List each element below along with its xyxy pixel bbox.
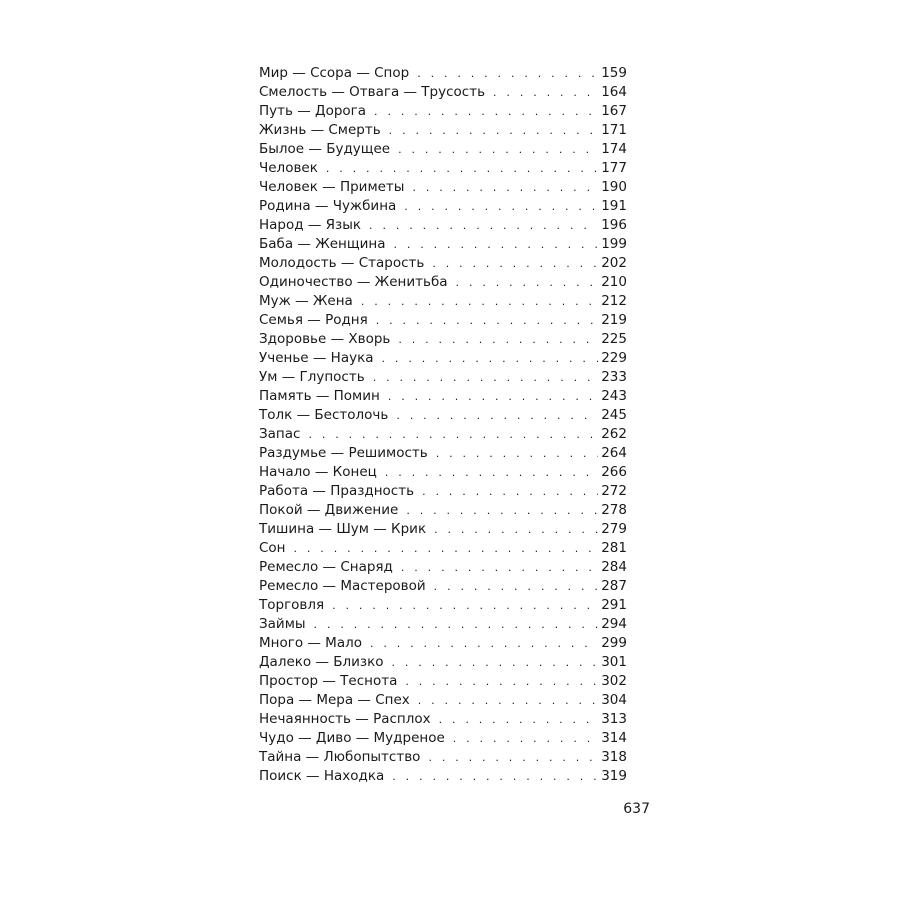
dot-leader bbox=[294, 539, 599, 558]
dot-leader bbox=[434, 577, 599, 596]
toc-entry-title: Начало — Конец bbox=[259, 464, 377, 480]
toc-entry bbox=[259, 216, 627, 235]
toc-entry-page: 212 bbox=[601, 293, 627, 309]
dot-leader bbox=[374, 102, 598, 121]
toc-entry-title: Родина — Чужбина bbox=[259, 198, 397, 214]
toc-entry-page: 167 bbox=[601, 103, 627, 119]
toc-entry-page: 262 bbox=[601, 426, 627, 442]
toc-entry-page: 319 bbox=[601, 768, 627, 784]
dot-leader bbox=[369, 216, 598, 235]
toc-entry-page: 243 bbox=[601, 388, 627, 404]
dot-leader bbox=[405, 672, 598, 691]
toc-entry-title: Далеко — Близко bbox=[259, 654, 384, 670]
dot-leader bbox=[389, 121, 599, 140]
toc-entry-title: Народ — Язык bbox=[259, 217, 362, 233]
dot-leader bbox=[434, 520, 598, 539]
toc-entry-page: 314 bbox=[601, 730, 627, 746]
dot-leader bbox=[385, 463, 598, 482]
toc-entry-title: Тайна — Любопытство bbox=[259, 749, 421, 765]
toc-entry-page: 245 bbox=[601, 407, 627, 423]
toc-entry-page: 266 bbox=[601, 464, 627, 480]
toc-entry bbox=[259, 463, 627, 482]
toc-entry-page: 301 bbox=[601, 654, 627, 670]
toc-entry-page: 210 bbox=[601, 274, 627, 290]
toc-entry-title: Поиск — Находка bbox=[259, 768, 385, 784]
dot-leader bbox=[314, 615, 599, 634]
toc-entry bbox=[259, 121, 627, 140]
toc-entry-page: 278 bbox=[601, 502, 627, 518]
dot-leader bbox=[332, 596, 598, 615]
toc-entry bbox=[259, 64, 627, 83]
toc-entry-page: 284 bbox=[601, 559, 627, 575]
table-of-contents bbox=[259, 64, 627, 786]
dot-leader bbox=[393, 235, 598, 254]
toc-entry-title: Толк — Бестолочь bbox=[259, 407, 389, 423]
toc-entry-page: 318 bbox=[601, 749, 627, 765]
toc-entry bbox=[259, 501, 627, 520]
toc-entry bbox=[259, 710, 627, 729]
dot-leader bbox=[439, 710, 599, 729]
toc-entry bbox=[259, 368, 627, 387]
toc-entry bbox=[259, 83, 627, 102]
toc-entry-title: Мир — Ссора — Спор bbox=[259, 65, 410, 81]
toc-entry bbox=[259, 767, 627, 786]
toc-entry bbox=[259, 349, 627, 368]
dot-leader bbox=[404, 197, 598, 216]
toc-entry-page: 229 bbox=[601, 350, 627, 366]
toc-entry-title: Память — Помин bbox=[259, 388, 380, 404]
toc-entry-page: 171 bbox=[601, 122, 627, 138]
toc-entry-title: Молодость — Старость bbox=[259, 255, 425, 271]
toc-entry-title: Тишина — Шум — Крик bbox=[259, 521, 427, 537]
toc-entry bbox=[259, 330, 627, 349]
dot-leader bbox=[326, 159, 598, 178]
dot-leader bbox=[370, 634, 598, 653]
toc-entry bbox=[259, 520, 627, 539]
toc-entry bbox=[259, 197, 627, 216]
toc-entry bbox=[259, 577, 627, 596]
dot-leader bbox=[398, 330, 598, 349]
toc-entry bbox=[259, 254, 627, 273]
dot-leader bbox=[493, 83, 598, 102]
dot-leader bbox=[417, 64, 598, 83]
toc-entry-title: Работа — Праздность bbox=[259, 483, 415, 499]
toc-entry bbox=[259, 482, 627, 501]
toc-entry bbox=[259, 273, 627, 292]
dot-leader bbox=[453, 729, 598, 748]
toc-entry-page: 196 bbox=[601, 217, 627, 233]
toc-entry-title: Покой — Движение bbox=[259, 502, 399, 518]
toc-entry-page: 164 bbox=[601, 84, 627, 100]
toc-entry bbox=[259, 634, 627, 653]
toc-entry-page: 291 bbox=[601, 597, 627, 613]
dot-leader bbox=[412, 178, 598, 197]
dot-leader bbox=[361, 292, 598, 311]
toc-entry bbox=[259, 539, 627, 558]
dot-leader bbox=[432, 254, 598, 273]
toc-entry-title: Ремесло — Снаряд bbox=[259, 559, 393, 575]
dot-leader bbox=[392, 653, 599, 672]
toc-entry-title: Простор — Теснота bbox=[259, 673, 398, 689]
toc-entry-page: 174 bbox=[601, 141, 627, 157]
dot-leader bbox=[418, 691, 598, 710]
toc-entry-title: Человек bbox=[259, 160, 318, 176]
dot-leader bbox=[376, 311, 598, 330]
toc-entry-title: Былое — Будущее bbox=[259, 141, 391, 157]
toc-entry-page: 313 bbox=[601, 711, 627, 727]
toc-entry-title: Человек — Приметы bbox=[259, 179, 405, 195]
dot-leader bbox=[436, 444, 599, 463]
toc-entry bbox=[259, 425, 627, 444]
toc-entry bbox=[259, 729, 627, 748]
dot-leader bbox=[401, 558, 598, 577]
toc-entry-page: 190 bbox=[601, 179, 627, 195]
toc-entry-page: 272 bbox=[601, 483, 627, 499]
toc-entry-page: 304 bbox=[601, 692, 627, 708]
toc-entry bbox=[259, 311, 627, 330]
dot-leader bbox=[406, 501, 598, 520]
toc-entry-page: 159 bbox=[601, 65, 627, 81]
toc-entry bbox=[259, 444, 627, 463]
toc-entry-title: Одиночество — Женитьба bbox=[259, 274, 448, 290]
toc-entry-title: Ремесло — Мастеровой bbox=[259, 578, 426, 594]
toc-entry-page: 299 bbox=[601, 635, 627, 651]
toc-entry bbox=[259, 558, 627, 577]
toc-entry bbox=[259, 596, 627, 615]
dot-leader bbox=[388, 387, 598, 406]
toc-entry bbox=[259, 672, 627, 691]
toc-entry-title: Чудо — Диво — Мудреное bbox=[259, 730, 445, 746]
dot-leader bbox=[382, 349, 599, 368]
toc-entry-page: 302 bbox=[601, 673, 627, 689]
toc-entry-page: 219 bbox=[601, 312, 627, 328]
toc-entry-page: 264 bbox=[601, 445, 627, 461]
toc-entry-page: 294 bbox=[601, 616, 627, 632]
toc-entry-title: Торговля bbox=[259, 597, 325, 613]
toc-entry-page: 233 bbox=[601, 369, 627, 385]
toc-entry bbox=[259, 140, 627, 159]
dot-leader bbox=[428, 748, 598, 767]
toc-entry-title: Сон bbox=[259, 540, 286, 556]
dot-leader bbox=[373, 368, 599, 387]
toc-entry-page: 281 bbox=[601, 540, 627, 556]
toc-entry-title: Муж — Жена bbox=[259, 293, 353, 309]
toc-entry-title: Семья — Родня bbox=[259, 312, 368, 328]
toc-entry-page: 177 bbox=[601, 160, 627, 176]
toc-entry-page: 287 bbox=[601, 578, 627, 594]
toc-entry bbox=[259, 178, 627, 197]
dot-leader bbox=[308, 425, 598, 444]
toc-entry-title: Жизнь — Смерть bbox=[259, 122, 381, 138]
toc-entry-title: Ученье — Наука bbox=[259, 350, 374, 366]
toc-entry-page: 202 bbox=[601, 255, 627, 271]
toc-entry-page: 191 bbox=[601, 198, 627, 214]
toc-entry-title: Нечаянность — Расплох bbox=[259, 711, 431, 727]
toc-entry bbox=[259, 292, 627, 311]
toc-entry-title: Ум — Глупость bbox=[259, 369, 365, 385]
toc-entry-title: Смелость — Отвага — Трусость bbox=[259, 84, 486, 100]
toc-entry bbox=[259, 615, 627, 634]
toc-entry-title: Путь — Дорога bbox=[259, 103, 367, 119]
toc-entry-title: Здоровье — Хворь bbox=[259, 331, 391, 347]
toc-entry bbox=[259, 159, 627, 178]
dot-leader bbox=[456, 273, 599, 292]
dot-leader bbox=[398, 140, 598, 159]
toc-entry bbox=[259, 653, 627, 672]
dot-leader bbox=[422, 482, 598, 501]
toc-entry bbox=[259, 748, 627, 767]
toc-entry-title: Баба — Женщина bbox=[259, 236, 386, 252]
toc-entry-title: Займы bbox=[259, 616, 306, 632]
dot-leader bbox=[392, 767, 598, 786]
toc-entry-page: 225 bbox=[601, 331, 627, 347]
toc-entry bbox=[259, 691, 627, 710]
toc-entry-page: 279 bbox=[601, 521, 627, 537]
toc-entry-title: Раздумье — Решимость bbox=[259, 445, 428, 461]
dot-leader bbox=[396, 406, 598, 425]
toc-entry-page: 199 bbox=[601, 236, 627, 252]
toc-entry-title: Пора — Мера — Спех bbox=[259, 692, 410, 708]
toc-entry bbox=[259, 406, 627, 425]
toc-entry bbox=[259, 387, 627, 406]
toc-entry bbox=[259, 102, 627, 121]
toc-entry-title: Запас bbox=[259, 426, 301, 442]
toc-entry bbox=[259, 235, 627, 254]
page-number: 637 bbox=[623, 801, 650, 817]
toc-entry-title: Много — Мало bbox=[259, 635, 362, 651]
